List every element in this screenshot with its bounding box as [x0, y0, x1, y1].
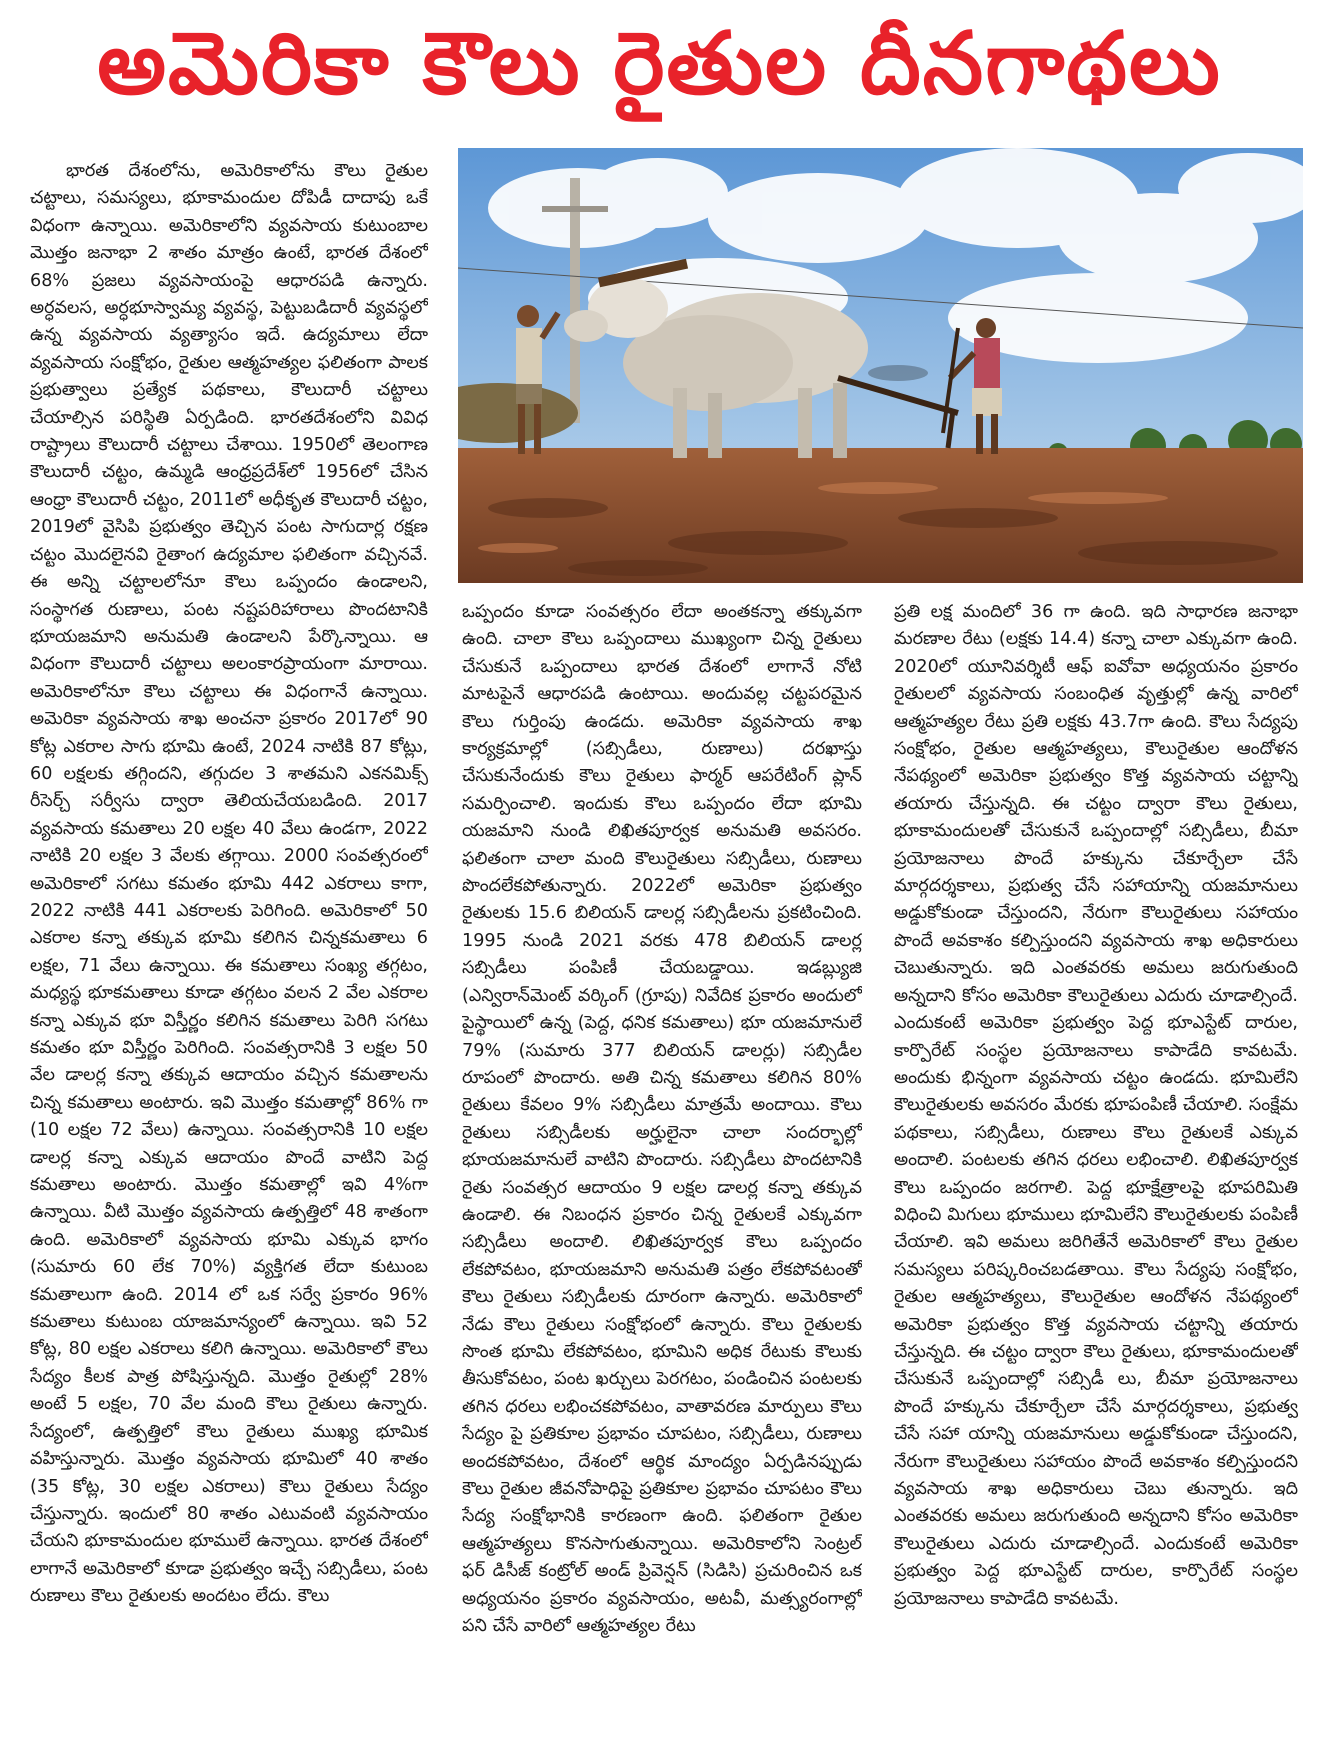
column-2-text: ఒప్పందం కూడా సంవత్సరం లేదా అంతకన్నా తక్కువగా ఉంది. చాలా కౌలు ఒప్పందాలు ముఖ్యంగా చిన్న రైతులు చేసుకునే ఒప్పందాలు భారత దేశంలో లాగానే నోటి మాటపైనే ఆధారపడి ఉంటాయి. అందువల్ల చట్టపరమైన కౌలు గుర్తింపు ఉండదు. అమెరికా వ్యవసాయ శాఖ కార్యక్రమాల్లో (సబ్సిడీలు, రుణాలు) దరఖాస్తు చేసుకునేందుకు కౌలు రైతులు ఫార్మర్ ఆపరేటింగ్ ప్లాన్ సమర్పించాలి. ఇందుకు కౌలు ఒప్పందం లేదా భూమి యజమాని నుండి లిఖితపూర్వక అనుమతి అవసరం. ఫలితంగా చాలా మంది కౌలురైతులు సబ్సిడీలు, రుణాలు పొందలేకపోతున్నారు. 2022లో అమెరికా ప్రభుత్వం రైతులకు 15.6 బిలియన్ డాలర్ల సబ్సిడీలను ప్రకటించింది. 1995 నుండి 2021 వరకు 478 బిలియన్ డాలర్ల సబ్సిడీలు పంపిణీ చేయబడ్డాయి. ఇడబ్ల్యుజి (ఎన్విరాన్‌మెంట్ వర్కింగ్ (గ్రూపు) నివేదిక ప్రకారం అందులో పైస్థాయిలో ఉన్న (పెద్ద, ధనిక కమతాలు) భూ యజమానులే 79% (సుమారు 377 బిలియన్ డాలర్లు) సబ్సిడీల రూపంలో పొందారు. అతి చిన్న కమతాలు కలిగిన 80% రైతులు కేవలం 9% సబ్సిడీలు మాత్రమే అందాయి. కౌలు రైతులు సబ్సిడీలకు అర్హులైనా చాలా సందర్భాల్లో భూయజమానులే వాటిని పొందారు. సబ్సిడీలు పొందటానికి రైతు సంవత్సర ఆదాయం 9 లక్షల డాలర్ల కన్నా తక్కువ ఉండాలి. ఈ నిబంధన ప్రకారం చిన్న రైతులకే ఎక్కువగా సబ్సిడీలు అందాలి. లిఖితపూర్వక కౌలు ఒప్పందం లేకపోవటం, భూయజమాని అనుమతి పత్రం లేకపోవటంతో కౌలు రైతులు సబ్సిడీలకు దూరంగా ఉన్నారు. అమెరికాలో నేడు కౌలు రైతులు సంక్షోభంలో ఉన్నారు. కౌలు రైతులకు సొంత భూమి లేకపోవటం, భూమిని అధిక రేటుకు కౌలుకు తీసుకోవటం, పంట ఖర్చులు పెరగటం, పండించిన పంటలకు తగిన ధరలు లభించకపోవటం, వాతావరణ మార్పులు కౌలు సేద్యం పై ప్రతికూల ప్రభావం చూపటం, సబ్సిడీలు, రుణాలు అందకపోవటం, దేశంలో ఆర్థిక మాంద్యం ఏర్పడినప్పుడు కౌలు రైతుల జీవనోపాధిపై ప్రతికూల ప్రభావం చూపటం కౌలు సేద్య సంక్షోభానికి కారణంగా ఉంది. ఫలితంగా రైతుల ఆత్మహత్యలు కొనసాగుతున్నాయి. అమెరికాలోని సెంట్రల్ ఫర్ డిసీజ్ కంట్రోల్ అండ్ ప్రివెన్షన్ (సిడిసి) ప్రచురించిన ఒక అధ్యయనం ప్రకారం వ్యవసాయం, అటవీ, మత్స్యరంగాల్లో పని చేసే వారిలో ఆత్మహత్యల రేటు	[462, 602, 862, 1637]
farmers-plowing-photo	[458, 148, 1303, 583]
photo-illustration	[458, 148, 1303, 583]
headline: అమెరికా కౌలు రైతుల దీనగాథలు	[97, 14, 1222, 114]
article-column-1	[30, 158, 428, 1733]
article-column-2	[462, 599, 862, 1733]
column-3-text: ప్రతి లక్ష మందిలో 36 గా ఉంది. ఇది సాధారణ జనాభా మరణాల రేటు (లక్షకు 14.4) కన్నా చాలా ఎక్కువగా ఉంది. 2020లో యూనివర్శిటీ ఆఫ్ ఐవోవా అధ్యయనం ప్రకారం రైతులలో వ్యవసాయ సంబంధిత వృత్తుల్లో ఉన్న వారిలో ఆత్మహత్యల రేటు ప్రతి లక్షకు 43.7గా ఉంది. కౌలు సేద్యపు సంక్షోభం, రైతుల ఆత్మహత్యలు, కౌలురైతుల ఆందోళన నేపథ్యంలో అమెరికా ప్రభుత్వం కొత్త వ్యవసాయ చట్టాన్ని తయారు చేస్తున్నది. ఈ చట్టం ద్వారా కౌలు రైతులు, భూకామందులతో చేసుకునే ఒప్పందాల్లో సబ్సిడీలు, బీమా ప్రయోజనాలు పొందే హక్కును చేకూర్చేలా చేసే మార్గదర్శకాలు, ప్రభుత్వ చేసే సహాయాన్ని యజమానులు అడ్డుకోకుండా చేస్తుందని, నేరుగా కౌలురైతులు సహాయం పొందే అవకాశం కల్పిస్తుందని వ్యవసాయ శాఖ అధికారులు చెబుతున్నారు. ఇది ఎంతవరకు అమలు జరుగుతుంది అన్నదాని కోసం అమెరికా కౌలురైతులు ఎదురు చూడాల్సిందే. ఎందుకంటే అమెరికా ప్రభుత్వం పెద్ద భూఎస్టేట్ దారుల, కార్పొరేట్ సంస్థల ప్రయోజనాలు కాపాడేది కావటమే. అందుకు భిన్నంగా వ్యవసాయ చట్టం ఉండదు. భూమిలేని కౌలురైతులకు అవసరం మేరకు భూపంపిణీ చేయాలి. సంక్షేమ పథకాలు, సబ్సిడీలు, రుణాలు కౌలు రైతులకే ఎక్కువ అందాలి. పంటలకు తగిన ధరలు లభించాలి. లిఖితపూర్వక కౌలు ఒప్పందం జరగాలి. పెద్ద భూక్షేత్రాలపై భూపరిమితి విధించి మిగులు భూములు భూమిలేని కౌలురైతులకు పంపిణీ చేయాలి. ఇవి అమలు జరిగితేనే అమెరికాలో కౌలు రైతుల సమస్యలు పరిష్కరించబడతాయి. కౌలు సేద్యపు సంక్షోభం, రైతుల ఆత్మహత్యలు, కౌలురైతుల ఆందోళన నేపథ్యంలో అమెరికా ప్రభుత్వం కొత్త వ్యవసాయ చట్టాన్ని తయారు చేస్తున్నది. ఈ చట్టం ద్వారా కౌలు రైతులు, భూకామందులతో చేసుకునే ఒప్పందాల్లో సబ్సిడీ లు, బీమా ప్రయోజనాలు పొందే హక్కును చేకూర్చేలా చేసే మార్గదర్శకాలు, ప్రభుత్వ చేసే సహా యాన్ని యజమానులు అడ్డుకోకుండా చేస్తుందని, నేరుగా కౌలురైతులు సహాయం పొందే అవకాశం కల్పిస్తుందని వ్యవసాయ శాఖ అధికారులు చెబు తున్నారు. ఇది ఎంతవరకు అమలు జరుగుతుంది అన్నదాని కోసం అమెరికా కౌలురైతులు ఎదురు చూడాల్సిందే. ఎందుకంటే అమెరికా ప్రభుత్వం పెద్ద భూఎస్టేట్ దారుల, కార్పొరేట్ సంస్థల ప్రయోజనాలు కాపాడేది కావటమే.	[894, 602, 1298, 1609]
column-1-text: భారత దేశంలోను, అమెరికాలోను కౌలు రైతుల చట్టాలు, సమస్యలు, భూకామందుల దోపిడీ దాదాపు ఒకే విధంగా ఉన్నాయి. అమెరికాలోని వ్యవసాయ కుటుంబాల మొత్తం జనాభా 2 శాతం మాత్రం ఉంటే, భారత దేశంలో 68% ప్రజలు వ్యవసాయంపై ఆధారపడి ఉన్నారు. అర్ధవలస, అర్ధభూస్వామ్య వ్యవస్థ, పెట్టుబడిదారీ వ్యవస్థలో ఉన్న వ్యవసాయ వ్యత్యాసం ఇదే. ఉద్యమాలు లేదా వ్యవసాయ సంక్షోభం, రైతుల ఆత్మహత్యల ఫలితంగా పాలక ప్రభుత్వాలు ప్రత్యేక పథకాలు, కౌలుదారీ చట్టాలు చేయాల్సిన పరిస్థితి ఏర్పడింది. భారతదేశంలోని వివిధ రాష్ట్రాలు కౌలుదారీ చట్టాలు చేశాయి. 1950లో తెలంగాణ కౌలుదారీ చట్టం, ఉమ్మడి ఆంధ్రప్రదేశ్‌లో 1956లో చేసిన ఆంధ్రా కౌలుదారీ చట్టం, 2011లో అధీకృత కౌలుదారీ చట్టం, 2019లో వైసిపి ప్రభుత్వం తెచ్చిన పంట సాగుదార్ల రక్షణ చట్టం మొదలైనవి రైతాంగ ఉద్యమాల ఫలితంగా వచ్చినవే. ఈ అన్ని చట్టాలలోనూ కౌలు ఒప్పందం ఉండాలని, సంస్థాగత రుణాలు, పంట నష్టపరిహారాలు పొందటానికి భూయజమాని అనుమతి ఉండాలని పేర్కొన్నాయి. ఆ విధంగా కౌలుదారీ చట్టాలు అలంకారప్రాయంగా మారాయి. అమెరికాలోనూ కౌలు చట్టాలు ఈ విధంగానే ఉన్నాయి. అమెరికా వ్యవసాయ శాఖ అంచనా ప్రకారం 2017లో 90 కోట్ల ఎకరాల సాగు భూమి ఉంటే, 2024 నాటికి 87 కోట్లు, 60 లక్షలకు తగ్గిందని, తగ్గుదల 3 శాతమని ఎకనమిక్స్ రీసెర్చ్ సర్వీసు ద్వారా తెలియచేయబడింది. 2017 వ్యవసాయ కమతాలు 20 లక్షల 40 వేలు ఉండగా, 2022 నాటికి 20 లక్షల 3 వేలకు తగ్గాయి. 2000 సంవత్సరంలో అమెరికాలో సగటు కమతం భూమి 442 ఎకరాలు కాగా, 2022 నాటికి 441 ఎకరాలకు పెరిగింది. అమెరికాలో 50 ఎకరాల కన్నా తక్కువ భూమి కలిగిన చిన్నకమతాలు 6 లక్షల, 71 వేలు ఉన్నాయి. ఈ కమతాలు సంఖ్య తగ్గటం, మధ్యస్థ భూకమతాలు కూడా తగ్గటం వలన 2 వేల ఎకరాల కన్నా ఎక్కువ భూ విస్తీర్ణం కలిగిన కమతాలు పెరిగి సగటు కమతం భూ విస్తీర్ణం పెరిగింది. సంవత్సరానికి 3 లక్షల 50 వేల డాలర్ల కన్నా తక్కువ ఆదాయం వచ్చిన కమతాలను చిన్న కమతాలు అంటారు. ఇవి మొత్తం కమతాల్లో 86% గా (10 లక్షల 72 వేలు) ఉన్నాయి. సంవత్సరానికి 10 లక్షల డాలర్ల కన్నా ఎక్కువ ఆదాయం పొందే వాటిని పెద్ద కమతాలు అంటారు. మొత్తం కమతాల్లో ఇవి 4%గా ఉన్నాయి. వీటి మొత్తం వ్యవసాయ ఉత్పత్తిలో 48 శాతంగా ఉంది. అమెరికాలో వ్యవసాయ భూమి ఎక్కువ భాగం (సుమారు 60 లేక 70%) వ్యక్తిగత లేదా కుటుంబ కమతాలుగా ఉంది. 2014 లో ఒక సర్వే ప్రకారం 96% కమతాలు కుటుంబ యాజమాన్యంలో ఉన్నాయి. ఇవి 52 కోట్ల, 80 లక్షల ఎకరాలు కలిగి ఉన్నాయి. అమెరికాలో కౌలు సేద్యం కీలక పాత్ర పోషిస్తున్నది. మొత్తం రైతుల్లో 28% అంటే 5 లక్షల, 70 వేల మంది కౌలు రైతులు ఉన్నారు. సేద్యంలో, ఉత్పత్తిలో కౌలు రైతులు ముఖ్య భూమిక వహిస్తున్నారు. మొత్తం వ్యవసాయ భూమిలో 40 శాతం (35 కోట్ల, 30 లక్షల ఎకరాలు) కౌలు రైతులు సేద్యం చేస్తున్నారు. ఇందులో 80 శాతం ఎటువంటి వ్యవసాయం చేయని భూకామందుల భూములే ఉన్నాయి. భారత దేశంలో లాగానే అమెరికాలో కూడా ప్రభుత్వం ఇచ్చే సబ్సిడీలు, పంట రుణాలు కౌలు రైతులకు అందటం లేదు. కౌలు	[30, 161, 428, 1607]
article-column-3	[894, 599, 1298, 1733]
